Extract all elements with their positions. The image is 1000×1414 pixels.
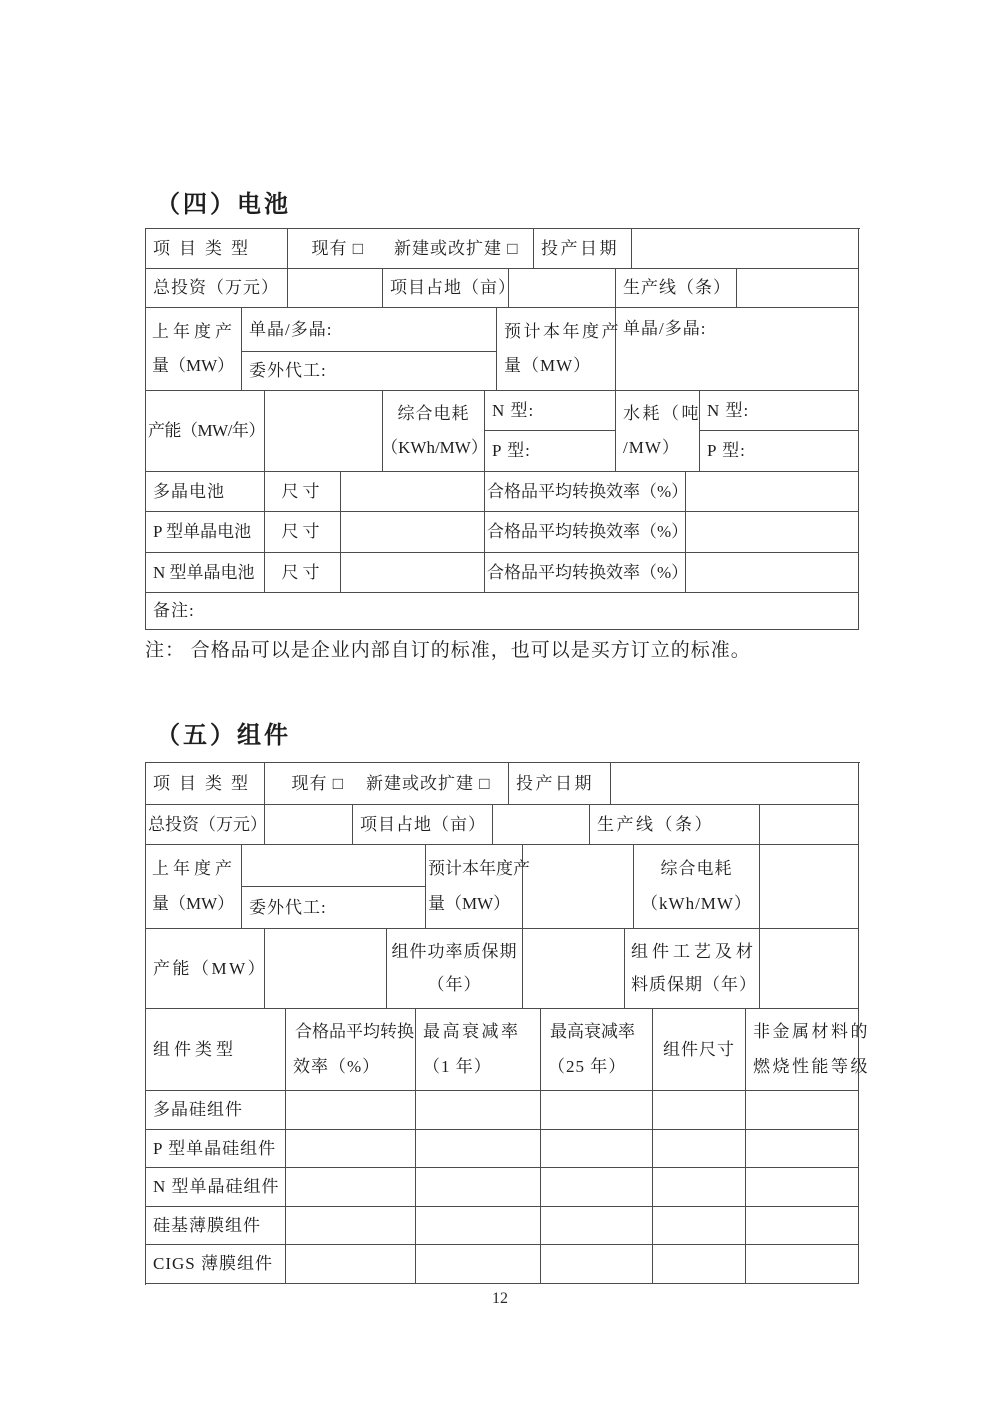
- t1-efficiency-value: [686, 553, 859, 593]
- t2-project-type-label: 项目类型: [146, 763, 265, 805]
- t2-row-cell: [653, 1168, 746, 1207]
- t2-last-year-value: [242, 845, 426, 887]
- t1-remark: 备注:: [146, 593, 859, 630]
- t1-efficiency-label: 合格品平均转换效率（%）: [485, 512, 686, 553]
- t1-water-p-type: P 型:: [700, 431, 859, 472]
- t2-row-cell: [286, 1207, 416, 1245]
- t2-production-date-label: 投产日期: [509, 763, 611, 805]
- t1-size-value: [341, 472, 485, 512]
- t2-row-cell: [653, 1091, 746, 1130]
- t2-total-investment-value: [265, 805, 353, 845]
- t1-size-label: 尺寸: [265, 472, 341, 512]
- t1-size-value: [341, 512, 485, 553]
- t2-row-cell: [746, 1245, 859, 1284]
- t1-project-type-label: 项目类型: [146, 229, 288, 269]
- t1-size-label: 尺寸: [265, 512, 341, 553]
- t2-last-year-output-label: 上年度产 量（MW）: [146, 845, 242, 929]
- t2-production-date-value: [611, 763, 859, 805]
- t1-capacity-label: 产能（MW/年）: [146, 391, 265, 472]
- t2-row-cell: [286, 1130, 416, 1168]
- t1-row-multi-cell-label: 多晶电池: [146, 472, 265, 512]
- t2-row-label: 多晶硅组件: [146, 1091, 286, 1130]
- t2-capacity-label: 产能（MW）: [146, 929, 265, 1009]
- section-title-battery: （四）电池: [156, 192, 291, 218]
- t2-land-area-value: [493, 805, 590, 845]
- t2-production-lines-label: 生产线（条）: [590, 805, 760, 845]
- t1-land-area-label: 项目占地（亩）: [383, 269, 509, 308]
- t1-total-investment-label: 总投资（万元）: [146, 269, 288, 308]
- t2-outsourcing: 委外代工:: [242, 887, 426, 929]
- t1-capacity-value: [265, 391, 383, 472]
- t1-last-year-output-label: 上年度产 量（MW）: [146, 308, 242, 391]
- t2-header-efficiency: 合格品平均转换 效率（%）: [286, 1009, 416, 1091]
- t1-efficiency-label: 合格品平均转换效率（%）: [485, 553, 686, 593]
- t2-total-investment-label: 总投资（万元）: [146, 805, 265, 845]
- t2-expected-output-label: 预计本年度产 量（MW）: [426, 845, 523, 929]
- t2-row-label: 硅基薄膜组件: [146, 1207, 286, 1245]
- t2-row-cell: [653, 1130, 746, 1168]
- t2-row-cell: [416, 1130, 541, 1168]
- t2-row-cell: [541, 1245, 653, 1284]
- t2-material-warranty-value: [760, 929, 859, 1009]
- t1-outsourcing: 委外代工:: [242, 352, 497, 391]
- t2-warranty-label: 组件功率质保期 （年）: [387, 929, 523, 1009]
- t2-expected-output-value: [523, 845, 634, 929]
- t1-project-type-options: [288, 229, 534, 269]
- t2-row-cell: [746, 1130, 859, 1168]
- t2-power-consumption-label: 综合电耗 （kWh/MW）: [634, 845, 760, 929]
- page-number: 12: [492, 1290, 508, 1307]
- t2-capacity-value: [265, 929, 387, 1009]
- t1-power-consumption-label: 综合电耗 （KWh/MW）: [383, 391, 485, 472]
- t2-row-cell: [541, 1207, 653, 1245]
- t1-row-n-mono-cell-label: N 型单晶电池: [146, 553, 265, 593]
- t1-water-consumption-label: 水耗（吨 /MW）: [616, 391, 700, 472]
- t1-production-date-label: 投产日期: [534, 229, 632, 269]
- t1-size-label: 尺寸: [265, 553, 341, 593]
- t2-row-cell: [416, 1168, 541, 1207]
- t1-efficiency-label: 合格品平均转换效率（%）: [485, 472, 686, 512]
- t1-size-value: [341, 553, 485, 593]
- t1-power-p-type: P 型:: [485, 431, 616, 472]
- t2-row-label: P 型单晶硅组件: [146, 1130, 286, 1168]
- battery-table: [145, 228, 860, 630]
- t1-checkbox-existing: 现有 □: [311, 238, 364, 258]
- t2-header-module-size: 组件尺寸: [653, 1009, 746, 1091]
- t2-row-cell: [653, 1207, 746, 1245]
- t2-row-cell: [746, 1207, 859, 1245]
- t1-production-lines-label: 生产线（条）: [616, 269, 737, 308]
- t2-header-decay-1yr: 最高衰减率 （1 年）: [416, 1009, 541, 1091]
- t2-row-cell: [746, 1091, 859, 1130]
- t1-production-lines-value: [737, 269, 859, 308]
- t2-land-area-label: 项目占地（亩）: [353, 805, 493, 845]
- t2-material-warranty-label: 组件工艺及材 料质保期（年）: [625, 929, 760, 1009]
- t2-row-cell: [416, 1091, 541, 1130]
- t2-header-module-type: 组件类型: [146, 1009, 286, 1091]
- t2-production-lines-value: [760, 805, 859, 845]
- t2-checkbox-existing: 现有 □: [291, 773, 344, 793]
- t1-row-p-mono-cell-label: P 型单晶电池: [146, 512, 265, 553]
- t2-row-cell: [416, 1207, 541, 1245]
- t2-checkbox-new-expanded: 新建或改扩建 □: [366, 773, 491, 793]
- t1-efficiency-value: [686, 512, 859, 553]
- t2-row-cell: [286, 1091, 416, 1130]
- t1-production-date-value: [632, 229, 859, 269]
- t1-land-area-value: [509, 269, 616, 308]
- t2-project-type-options: [265, 763, 509, 805]
- t2-row-cell: [541, 1091, 653, 1130]
- t2-header-fire-rating: 非金属材料的 燃烧性能等级: [746, 1009, 859, 1091]
- t2-row-label: CIGS 薄膜组件: [146, 1245, 286, 1284]
- t2-row-label: N 型单晶硅组件: [146, 1168, 286, 1207]
- t2-row-cell: [286, 1168, 416, 1207]
- section-title-module: （五）组件: [156, 723, 291, 749]
- t1-water-n-type: N 型:: [700, 391, 859, 431]
- t1-mono-multi-left: 单晶/多晶:: [242, 308, 497, 352]
- t1-mono-multi-right: 单晶/多晶:: [616, 308, 859, 391]
- t2-row-cell: [653, 1245, 746, 1284]
- t1-efficiency-value: [686, 472, 859, 512]
- t2-row-cell: [746, 1168, 859, 1207]
- note-text: 注： 合格品可以是企业内部自订的标准，也可以是买方订立的标准。: [145, 640, 751, 661]
- t2-header-decay-25yr: 最高衰减率 （25 年）: [541, 1009, 653, 1091]
- t1-checkbox-new-expanded: 新建或改扩建 □: [394, 238, 519, 258]
- t2-row-cell: [416, 1245, 541, 1284]
- t2-power-consumption-value: [760, 845, 859, 929]
- t1-power-n-type: N 型:: [485, 391, 616, 431]
- t2-row-cell: [541, 1130, 653, 1168]
- t2-warranty-value: [523, 929, 625, 1009]
- t2-row-cell: [286, 1245, 416, 1284]
- t1-total-investment-value: [288, 269, 383, 308]
- t1-expected-output-label: 预计本年度产 量（MW）: [497, 308, 616, 391]
- t2-row-cell: [541, 1168, 653, 1207]
- module-table: [145, 762, 870, 1285]
